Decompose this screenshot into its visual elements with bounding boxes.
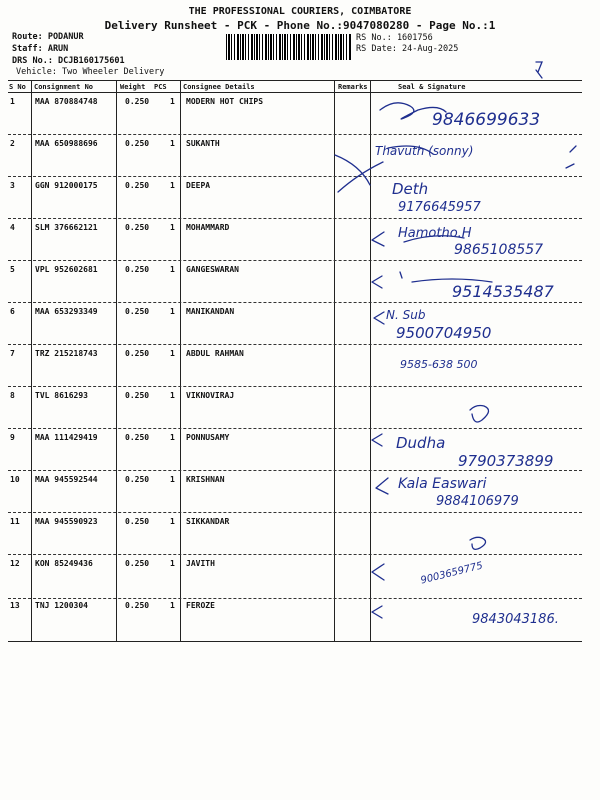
row-sno: 7 [10, 349, 15, 358]
col-weight: Weight [120, 83, 146, 91]
signature-phone-1: 9846699633 [432, 110, 541, 130]
row-consignment-no: MAA 945592544 [35, 475, 98, 484]
signature-phone-12: 9003659775 [419, 560, 485, 587]
row-sno: 12 [10, 559, 20, 568]
row-sno: 13 [10, 601, 20, 610]
row-sno: 10 [10, 475, 20, 484]
row-weight: 0.250 [125, 265, 150, 274]
row-sno: 6 [10, 307, 15, 316]
row-consignment-no: MAA 870884748 [35, 97, 98, 106]
row-sno: 3 [10, 181, 15, 190]
row-sno: 11 [10, 517, 20, 526]
row-consignee: VIKNOVIRAJ [186, 391, 235, 400]
col-pcs: PCS [154, 83, 167, 91]
rs-date: RS Date: 24-Aug-2025 [356, 44, 459, 54]
signature-phone-10: 9884106979 [436, 494, 519, 509]
row-pcs: 1 [170, 517, 175, 526]
col-remarks: Remarks [338, 83, 368, 91]
row-consignee: DEEPA [186, 181, 211, 190]
signature-name-2: Thavuth (sonny) [375, 144, 474, 158]
signature-phone-5: 9514535487 [452, 282, 554, 301]
row-consignment-no: TRZ 215218743 [35, 349, 98, 358]
col-consignment: Consignment No [34, 83, 94, 91]
row-consignment-no: TVL 8616293 [35, 391, 88, 400]
col-seal: Seal & Signature [398, 83, 466, 91]
row-pcs: 1 [170, 223, 175, 232]
signature-name-6: N. Sub [386, 308, 426, 322]
row-weight: 0.250 [125, 433, 150, 442]
row-weight: 0.250 [125, 601, 150, 610]
row-consignment-no: KON 85249436 [35, 559, 93, 568]
row-weight: 0.250 [125, 475, 150, 484]
row-pcs: 1 [170, 391, 175, 400]
vehicle: Vehicle: Two Wheeler Delivery [16, 67, 165, 77]
route: Route: PODANUR [12, 32, 84, 42]
row-consignment-no: MAA 111429419 [35, 433, 98, 442]
signature-phone-6: 9500704950 [396, 324, 492, 342]
row-consignee: MODERN HOT CHIPS [186, 97, 264, 106]
signature-phone-9: 9790373899 [458, 452, 554, 470]
row-pcs: 1 [170, 181, 175, 190]
row-pcs: 1 [170, 307, 175, 316]
row-pcs: 1 [170, 601, 175, 610]
row-weight: 0.250 [125, 349, 150, 358]
row-sno: 8 [10, 391, 15, 400]
signature-name-4: Hamotho.H [398, 226, 472, 241]
row-consignee: SIKKANDAR [186, 517, 230, 526]
signature-phone-3: 9176645957 [398, 200, 481, 215]
row-sno: 2 [10, 139, 15, 148]
row-weight: 0.250 [125, 559, 150, 568]
row-pcs: 1 [170, 97, 175, 106]
row-weight: 0.250 [125, 517, 150, 526]
row-sno: 9 [10, 433, 15, 442]
row-consignment-no: VPL 952602681 [35, 265, 98, 274]
runsheet-title: Delivery Runsheet - PCK - Phone No.:9047080280 - Page No.:1 [104, 19, 496, 32]
rs-number: RS No.: 1601756 [356, 33, 433, 43]
row-consignment-no: GGN 912000175 [35, 181, 98, 190]
row-sno: 5 [10, 265, 15, 274]
company-name: THE PROFESSIONAL COURIERS, COIMBATORE [188, 6, 412, 17]
signature-phone-13: 9843043186. [472, 612, 559, 627]
row-consignee: SUKANTH [186, 139, 220, 148]
row-consignment-no: MAA 650988696 [35, 139, 98, 148]
row-weight: 0.250 [125, 307, 150, 316]
row-consignment-no: MAA 945590923 [35, 517, 98, 526]
row-pcs: 1 [170, 265, 175, 274]
row-weight: 0.250 [125, 223, 150, 232]
col-consignee: Consignee Details [183, 83, 255, 91]
row-sno: 4 [10, 223, 15, 232]
row-consignee: MOHAMMARD [186, 223, 230, 232]
row-weight: 0.250 [125, 181, 150, 190]
row-consignee: ABDUL RAHMAN [186, 349, 244, 358]
row-consignee: MANIKANDAN [186, 307, 235, 316]
row-pcs: 1 [170, 475, 175, 484]
signature-name-9: Dudha [396, 434, 446, 452]
row-consignment-no: MAA 653293349 [35, 307, 98, 316]
row-pcs: 1 [170, 433, 175, 442]
row-consignee: KRISHNAN [186, 475, 225, 484]
row-sno: 1 [10, 97, 15, 106]
row-consignment-no: SLM 376662121 [35, 223, 98, 232]
signature-phone-7: 9585-638 500 [400, 358, 478, 371]
drs-number: DRS No.: DCJB160175601 [12, 56, 125, 66]
row-consignee: JAVITH [186, 559, 215, 568]
row-consignee: PONNUSAMY [186, 433, 230, 442]
signature-name-3: Deth [392, 180, 429, 198]
row-pcs: 1 [170, 139, 175, 148]
staff: Staff: ARUN [12, 44, 69, 54]
row-pcs: 1 [170, 349, 175, 358]
row-consignment-no: TNJ 1200304 [35, 601, 88, 610]
row-weight: 0.250 [125, 139, 150, 148]
row-weight: 0.250 [125, 97, 150, 106]
row-consignee: FEROZE [186, 601, 215, 610]
col-sno: S No [9, 83, 26, 91]
row-weight: 0.250 [125, 391, 150, 400]
signature-phone-4: 9865108557 [454, 242, 544, 258]
row-consignee: GANGESWARAN [186, 265, 239, 274]
signature-name-10: Kala Easwari [398, 476, 487, 492]
row-pcs: 1 [170, 559, 175, 568]
